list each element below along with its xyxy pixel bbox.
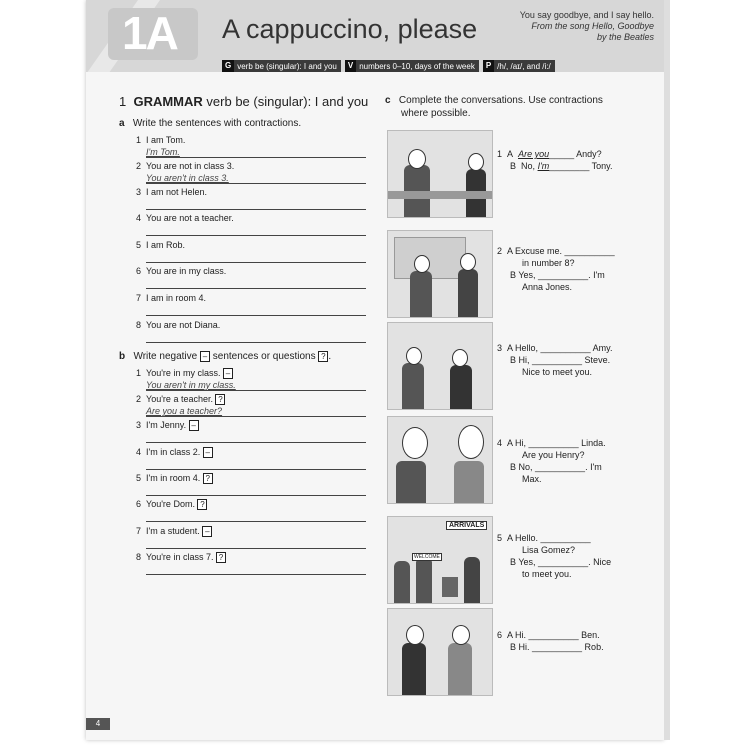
part-a-instruction: a Write the sentences with contractions.	[119, 118, 302, 129]
conversation-5: 5 A Hello. __________ Lisa Gomez? B Yes, __________. Nice to meet you.	[497, 533, 612, 579]
welcome-sign: WELCOME	[414, 554, 440, 560]
part-a-item: 2 You are not in class 3.	[136, 161, 235, 171]
picture-cafe	[387, 130, 493, 218]
answer-line[interactable]	[146, 342, 366, 343]
part-b-item: 8 You're in class 7. ?	[136, 552, 226, 563]
part-b-answer: You aren't in my class.	[146, 380, 236, 390]
answer-line[interactable]	[146, 574, 366, 575]
negative-symbol-box: –	[189, 420, 199, 431]
unit-header	[86, 0, 664, 72]
part-b-instruction: b Write negative – sentences or questions ? .	[119, 351, 332, 363]
conversation-1: 1 A Are you_____ Andy? B No, I'm________ Tony.	[497, 149, 613, 171]
part-a-item: 1 I am Tom.	[136, 135, 186, 145]
part-a-answer: You aren't in class 3.	[146, 173, 229, 183]
focus-grammar: G verb be (singular): I and you	[222, 60, 341, 72]
part-a-answer: I'm Tom.	[146, 147, 180, 157]
part-b-item: 5 I'm in room 4. ?	[136, 473, 213, 484]
question-symbol-box: ?	[197, 499, 207, 510]
focus-pronunciation: P /h/, /aɪ/, and /i:/	[483, 60, 555, 72]
arrivals-sign: ARRIVALS	[446, 521, 487, 530]
answer-line[interactable]	[146, 288, 366, 289]
part-b-item: 7 I'm a student. –	[136, 526, 212, 537]
picture-greeting	[387, 608, 493, 696]
conversation-4: 4 A Hi, __________ Linda. Are you Henry? B No, __________. I'm Max.	[497, 438, 606, 484]
answer-line[interactable]	[146, 235, 366, 236]
part-b-item: 6 You're Dom. ?	[136, 499, 207, 510]
part-a-item: 8 You are not Diana.	[136, 320, 221, 330]
picture-airport-arrivals	[387, 516, 493, 604]
answer-line[interactable]	[146, 469, 366, 470]
lesson-focus-bar	[222, 60, 555, 72]
page-number: 4	[86, 718, 110, 730]
answer-line[interactable]	[146, 521, 366, 522]
part-a-item: 4 You are not a teacher.	[136, 213, 234, 223]
picture-meeting	[387, 416, 493, 504]
negative-symbol-box: –	[203, 447, 213, 458]
part-a-item: 7 I am in room 4.	[136, 293, 207, 303]
focus-vocabulary: V numbers 0–10, days of the week	[345, 60, 479, 72]
answer-line[interactable]	[146, 548, 366, 549]
answer-line[interactable]	[146, 209, 366, 210]
part-b-item: 3 I'm Jenny. –	[136, 420, 199, 431]
conversation-3: 3 A Hello, __________ Amy. B Hi, __________ Steve. Nice to meet you.	[497, 343, 613, 377]
answer-line[interactable]	[146, 315, 366, 316]
section-title: 1 GRAMMAR verb be (singular): I and you	[119, 94, 369, 109]
picture-classroom-board	[387, 230, 493, 318]
part-b-item: 1 You're in my class. –	[136, 368, 233, 379]
part-c-instruction: c Complete the conversations. Use contractions where possible.	[385, 95, 603, 119]
conversation-2: 2 A Excuse me. __________ in number 8? B Yes, __________. I'm Anna Jones.	[497, 246, 615, 292]
picture-doorway	[387, 322, 493, 410]
part-a-item: 5 I am Rob.	[136, 240, 186, 250]
question-symbol-box: ?	[215, 394, 225, 405]
question-symbol-box: ?	[203, 473, 213, 484]
negative-symbol-box: –	[202, 526, 212, 537]
part-b-item: 4 I'm in class 2. –	[136, 447, 213, 458]
part-b-answer: Are you a teacher?	[146, 406, 223, 416]
answer-line[interactable]	[146, 183, 366, 184]
song-quote: You say goodbye, and I say hello. From the song Hello, Goodbye by the Beatles	[519, 10, 654, 42]
answer-line[interactable]	[146, 416, 366, 417]
part-a-item: 3 I am not Helen.	[136, 187, 208, 197]
unit-title: A cappuccino, please	[222, 14, 478, 44]
negative-symbol-box: –	[223, 368, 233, 379]
unit-number: 1A	[122, 7, 177, 59]
conversation-6: 6 A Hi. __________ Ben. B Hi. __________ Rob.	[497, 630, 604, 652]
part-a-item: 6 You are in my class.	[136, 266, 227, 276]
part-b-item: 2 You're a teacher. ?	[136, 394, 225, 405]
answer-line[interactable]	[146, 157, 366, 158]
answer-line[interactable]	[146, 495, 366, 496]
answer-line[interactable]	[146, 262, 366, 263]
question-symbol-box: ?	[216, 552, 226, 563]
worksheet-page	[86, 0, 664, 740]
answer-line[interactable]	[146, 442, 366, 443]
answer-line[interactable]	[146, 390, 366, 391]
